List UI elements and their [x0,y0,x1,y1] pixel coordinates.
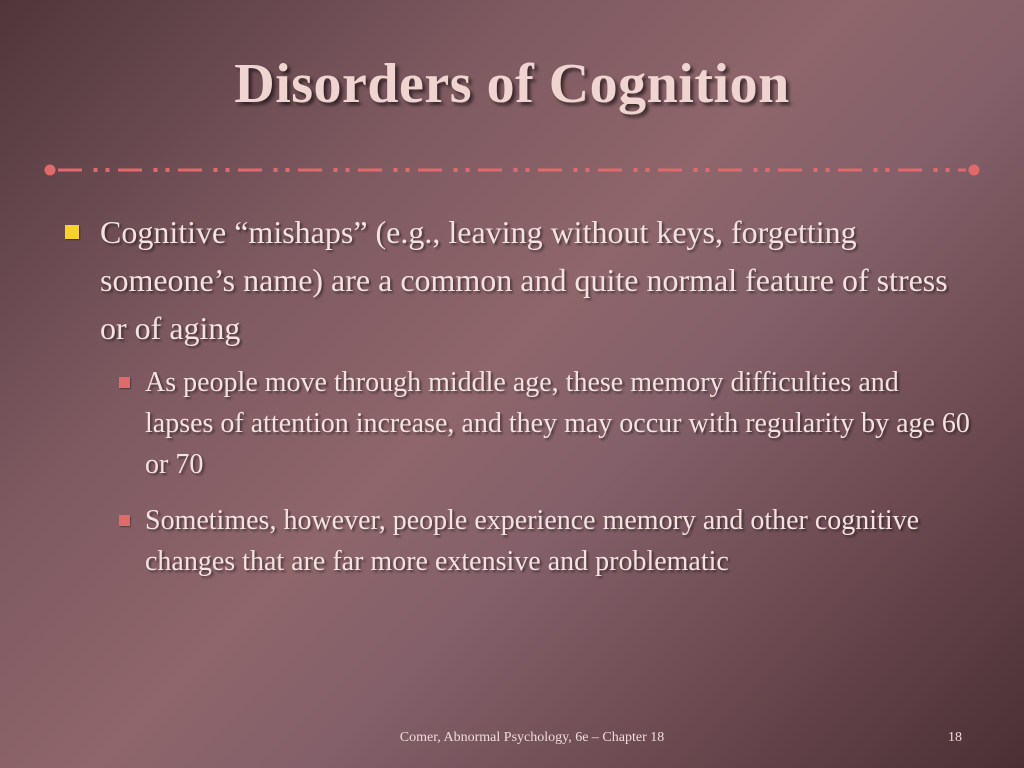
divider-dot [334,169,337,172]
divider-dot [166,169,169,172]
divider-end-dot [45,165,55,175]
divider-dot [874,169,877,172]
divider-dot [466,169,469,172]
divider-dot [514,169,517,172]
divider-dot [766,169,769,172]
divider-dot [826,169,829,172]
divider-dot [586,169,589,172]
small-square-bullet-icon [119,377,130,388]
divider-dot [226,169,229,172]
divider-dot [946,169,949,172]
divider-dot [934,169,937,172]
divider-dot [406,169,409,172]
small-square-bullet-icon [119,515,130,526]
sub-bullet-text: As people move through middle age, these memory difficulties and lapses of attention increase, and they may occur with regularity by age 60 or 70 [145,367,970,480]
square-bullet-icon [65,225,79,239]
divider-dot [94,169,97,172]
divider-dot [286,169,289,172]
divider-dot [394,169,397,172]
divider-dot [886,169,889,172]
divider-dot [754,169,757,172]
divider-dot [346,169,349,172]
divider-dot [634,169,637,172]
bullet-text: Cognitive “mishaps” (e.g., leaving without keys, forgetting someone’s name) are a common and quite normal feature of stress or of aging [100,214,948,346]
sub-bullet-text: Sometimes, however, people experience memory and other cognitive changes that are far more extensive and problematic [145,505,920,577]
divider-dot [274,169,277,172]
title-divider [44,162,980,178]
sub-bullet-item [62,362,972,485]
divider-dot [526,169,529,172]
divider-dot [454,169,457,172]
divider-dot [574,169,577,172]
slide-body [62,208,972,597]
divider-dot [154,169,157,172]
divider-dot [706,169,709,172]
bullet-item [62,208,972,352]
slide-title: Disorders of Cognition [234,53,790,115]
divider-dot [214,169,217,172]
divider-dot [814,169,817,172]
slide-footer: Comer, Abnormal Psychology, 6e – Chapter 18 [399,730,665,745]
divider-dot [106,169,109,172]
page-number: 18 [948,730,962,745]
divider-dot [646,169,649,172]
sub-bullet-item [62,500,972,582]
divider-dot [694,169,697,172]
divider-end-dot [969,165,979,175]
